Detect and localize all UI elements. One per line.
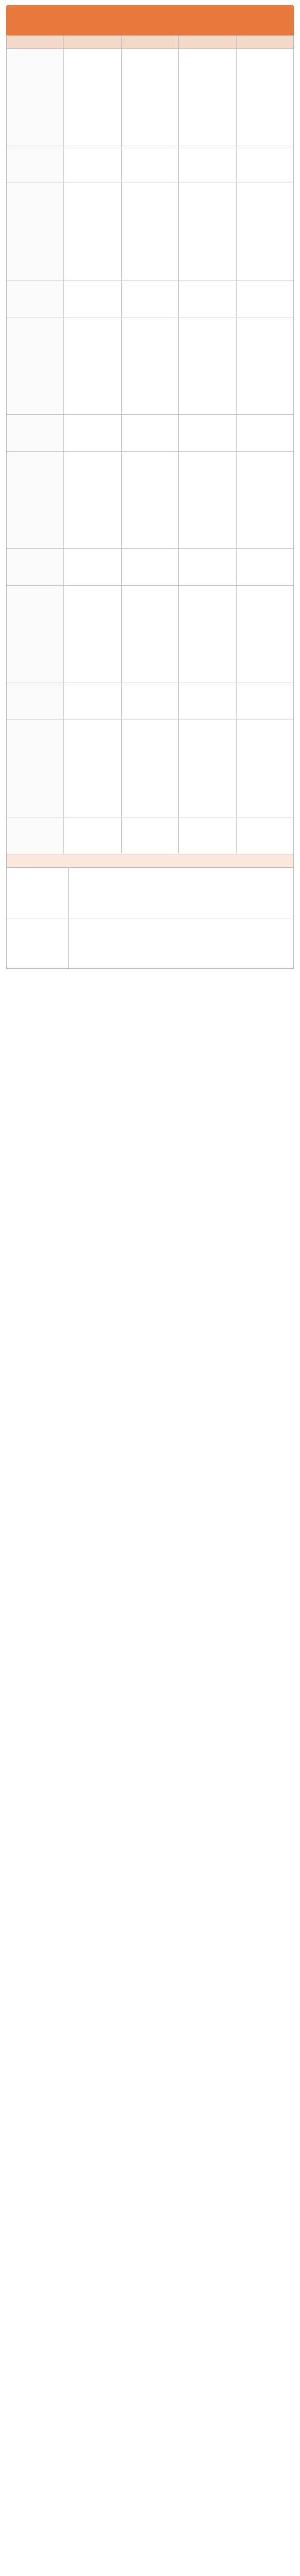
policy-page	[0, 0, 300, 989]
scope-cell	[179, 817, 236, 854]
scope-cell	[179, 452, 236, 549]
district-cell	[121, 317, 178, 415]
district-cell	[121, 146, 178, 183]
district-cell	[121, 720, 178, 817]
scope-cell	[179, 586, 236, 683]
city-cell	[64, 817, 121, 854]
scope-cell	[179, 549, 236, 586]
table-row	[7, 415, 294, 452]
measure-cell	[236, 280, 293, 317]
city-cell	[64, 317, 121, 415]
measure-cell	[236, 452, 293, 549]
province-cell	[7, 415, 64, 452]
city-cell	[64, 49, 121, 146]
measure-cell	[236, 49, 293, 146]
table-row	[7, 683, 294, 720]
scope-cell	[179, 280, 236, 317]
scope-cell	[179, 683, 236, 720]
medium-risk-text	[69, 918, 294, 969]
province-cell	[7, 549, 64, 586]
column-header	[121, 36, 178, 49]
table-row	[7, 49, 294, 146]
table-row	[7, 452, 294, 549]
province-cell	[7, 317, 64, 415]
measure-cell	[236, 549, 293, 586]
province-cell	[7, 817, 64, 854]
table-row	[7, 720, 294, 817]
scope-cell	[179, 49, 236, 146]
table-row	[7, 549, 294, 586]
city-cell	[64, 415, 121, 452]
district-cell	[121, 452, 178, 549]
district-cell	[121, 683, 178, 720]
table-row	[7, 183, 294, 280]
city-cell	[64, 549, 121, 586]
scope-cell	[179, 146, 236, 183]
table-notes	[6, 854, 294, 867]
measure-cell	[236, 817, 293, 854]
province-cell	[7, 49, 64, 146]
city-cell	[64, 146, 121, 183]
province-cell	[7, 586, 64, 683]
city-cell	[64, 183, 121, 280]
city-cell	[64, 280, 121, 317]
measure-cell	[236, 720, 293, 817]
column-header	[64, 36, 121, 49]
scope-cell	[179, 720, 236, 817]
city-cell	[64, 586, 121, 683]
measure-cell	[236, 415, 293, 452]
policy-table	[6, 35, 294, 854]
district-cell	[121, 49, 178, 146]
table-header-row	[7, 36, 294, 49]
measure-cell	[236, 683, 293, 720]
province-cell	[7, 146, 64, 183]
city-cell	[64, 683, 121, 720]
scope-cell	[179, 183, 236, 280]
province-cell	[7, 683, 64, 720]
table-row	[7, 146, 294, 183]
measure-cell	[236, 146, 293, 183]
district-cell	[121, 415, 178, 452]
page-title	[9, 9, 291, 22]
measure-cell	[236, 586, 293, 683]
table-row	[7, 280, 294, 317]
city-cell	[64, 452, 121, 549]
province-cell	[7, 452, 64, 549]
medium-risk-row	[7, 918, 294, 969]
high-risk-label	[7, 868, 69, 918]
district-cell	[121, 183, 178, 280]
district-cell	[121, 549, 178, 586]
province-cell	[7, 183, 64, 280]
province-cell	[7, 280, 64, 317]
province-cell	[7, 720, 64, 817]
district-cell	[121, 817, 178, 854]
column-header	[7, 36, 64, 49]
column-header	[179, 36, 236, 49]
update-time	[9, 22, 291, 31]
table-row	[7, 317, 294, 415]
table-row	[7, 817, 294, 854]
measure-cell	[236, 183, 293, 280]
measure-cell	[236, 317, 293, 415]
scope-cell	[179, 317, 236, 415]
risk-area-table	[6, 867, 294, 969]
table-row	[7, 586, 294, 683]
footnote	[6, 973, 294, 981]
title-banner	[6, 5, 294, 35]
district-cell	[121, 280, 178, 317]
high-risk-row	[7, 868, 294, 918]
column-header	[236, 36, 293, 49]
district-cell	[121, 586, 178, 683]
high-risk-text	[69, 868, 294, 918]
medium-risk-label	[7, 918, 69, 969]
city-cell	[64, 720, 121, 817]
scope-cell	[179, 415, 236, 452]
